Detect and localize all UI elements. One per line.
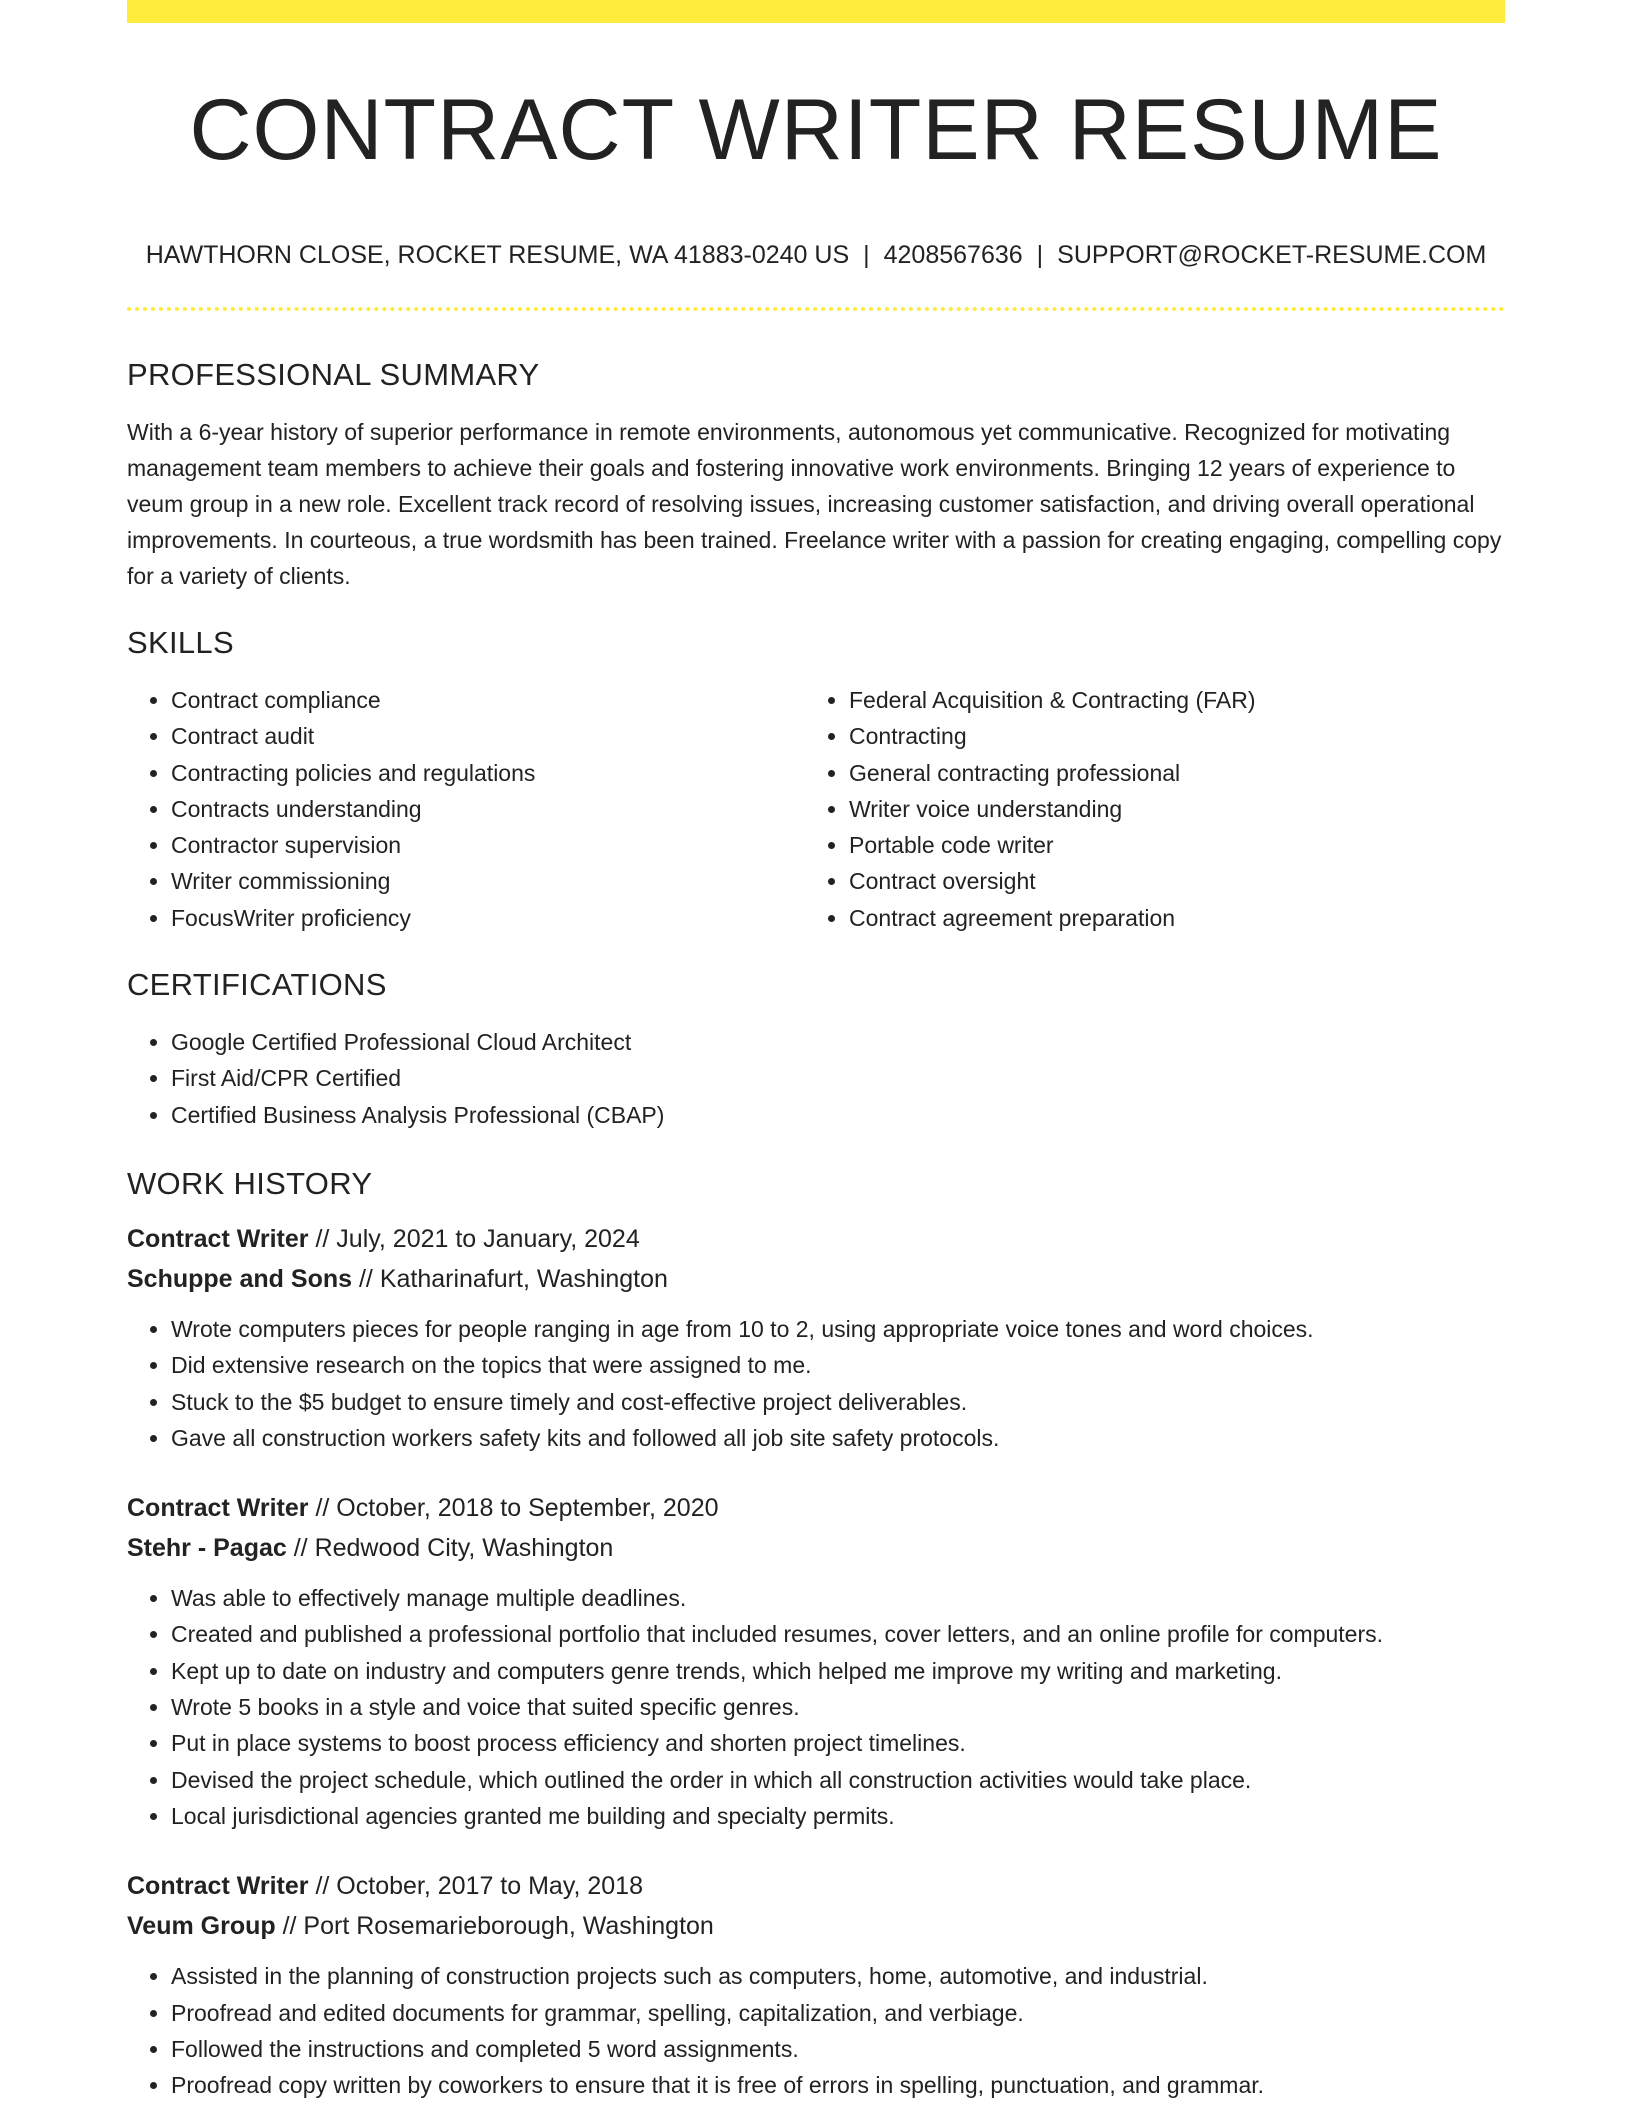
skills-left-list [127,682,805,936]
job-bullets [127,1580,1505,1834]
job-company-line [127,1259,1505,1299]
skill-item: • FocusWriter proficiency [171,900,805,936]
job-dates: // October, 2017 to May, 2018 [308,1872,643,1901]
skill-item: • Contract audit [171,718,805,754]
resume-content [127,350,1505,2103]
skill-item: • General contracting professional [849,755,1483,791]
job-title: Contract Writer [127,1224,309,1253]
job-bullet: • Devised the project schedule, which outlined the order in which all construction activities would take place. [171,1762,1505,1798]
job-bullet: • Stuck to the $5 budget to ensure timely and cost-effective project deliverables. [171,1384,1505,1420]
job-title-line [127,1219,1505,1259]
job-title: Contract Writer [127,1872,309,1901]
dotted-divider [127,307,1505,311]
contact-line [127,238,1505,272]
skill-item: • Contract oversight [849,863,1483,899]
job-dates: // October, 2018 to September, 2020 [308,1494,719,1523]
skills-columns [127,682,1505,936]
job-bullet: • Followed the instructions and completed 5 word assignments. [171,2031,1505,2067]
skill-item: • Contracting [849,718,1483,754]
contact-email: SUPPORT@ROCKET-RESUME.COM [1057,241,1487,269]
job-location: // Redwood City, Washington [286,1534,614,1563]
skill-item: • Writer commissioning [171,863,805,899]
skill-item: • Writer voice understanding [849,791,1483,827]
job-bullet: • Kept up to date on industry and computers genre trends, which helped me improve my writing and marketing. [171,1653,1505,1689]
job-bullets [127,1311,1505,1456]
job-title: Contract Writer [127,1494,309,1523]
job-bullet: • Was able to effectively manage multiple deadlines. [171,1580,1505,1616]
job-company-line [127,1528,1505,1568]
contact-separator: | [1036,241,1044,269]
job-dates: // July, 2021 to January, 2024 [308,1224,640,1253]
work-history-section [127,1159,1505,2103]
resume-title: CONTRACT WRITER RESUME [189,82,1443,178]
job-bullets [127,1958,1505,2103]
contact-separator: | [863,241,870,269]
job-bullet: • Proofread copy written by coworkers to ensure that it is free of errors in spelling, punctuation, and grammar. [171,2067,1505,2103]
job-bullet: • Gave all construction workers safety kits and followed all job site safety protocols. [171,1420,1505,1456]
job-entry [127,1488,1505,1834]
job-bullet: • Created and published a professional portfolio that included resumes, cover letters, and an online profile for computers. [171,1616,1505,1652]
certifications-list [127,1024,1505,1133]
skills-section [127,618,1505,936]
job-company: Schuppe and Sons [127,1264,353,1293]
skill-item: • Federal Acquisition & Contracting (FAR) [849,682,1483,718]
contact-address: HAWTHORN CLOSE, ROCKET RESUME, WA 41883-0240 US [145,241,850,269]
job-entry [127,1866,1505,2103]
certification-item: • Certified Business Analysis Professional (CBAP) [171,1097,1505,1133]
job-company: Veum Group [127,1912,276,1941]
certification-item: • Google Certified Professional Cloud Architect [171,1024,1505,1060]
job-entry [127,1219,1505,1456]
contact-phone: 4208567636 [883,241,1023,269]
summary-text: With a 6-year history of superior performance in remote environments, autonomous yet communicative. Recognized for motivating management team members to achieve their goals and fostering innovative work environments. Bringing 12 years of experience to veum group in a new role. Excellent track record of resolving issues, increasing customer satisfaction, and driving overall operational improvements. In courteous, a true wordsmith has been trained. Freelance writer with a passion for creating engaging, compelling copy for a variety of clients. [127,419,1502,589]
job-bullet: • Wrote computers pieces for people ranging in age from 10 to 2, using appropriate voice tones and word choices. [171,1311,1505,1347]
skill-item: • Portable code writer [849,827,1483,863]
skill-item: • Contracting policies and regulations [171,755,805,791]
job-bullet: • Assisted in the planning of construction projects such as computers, home, automotive, and industrial. [171,1958,1505,1994]
job-title-line [127,1488,1505,1528]
job-company-line [127,1906,1505,1946]
skills-right-list [805,682,1483,936]
certifications-section [127,960,1505,1133]
job-bullet: • Did extensive research on the topics that were assigned to me. [171,1347,1505,1383]
job-bullet: • Wrote 5 books in a style and voice that suited specific genres. [171,1689,1505,1725]
work-history-heading: WORK HISTORY [127,1165,373,1201]
certifications-heading: CERTIFICATIONS [127,967,387,1003]
skill-item: • Contracts understanding [171,791,805,827]
skill-item: • Contractor supervision [171,827,805,863]
job-company: Stehr - Pagac [127,1534,287,1563]
skills-heading: SKILLS [127,625,234,660]
certification-item: • First Aid/CPR Certified [171,1060,1505,1096]
job-bullet: • Proofread and edited documents for grammar, spelling, capitalization, and verbiage. [171,1995,1505,2031]
job-bullet: • Put in place systems to boost process efficiency and shorten project timelines. [171,1725,1505,1761]
job-location: // Port Rosemarieborough, Washington [275,1912,714,1941]
summary-section [127,350,1505,594]
skill-item: • Contract compliance [171,682,805,718]
skill-item: • Contract agreement preparation [849,900,1483,936]
job-bullet: • Local jurisdictional agencies granted me building and specialty permits. [171,1798,1505,1834]
job-location: // Katharinafurt, Washington [352,1264,668,1293]
top-accent-bar [127,0,1505,23]
summary-heading: PROFESSIONAL SUMMARY [127,357,540,392]
job-title-line [127,1866,1505,1906]
